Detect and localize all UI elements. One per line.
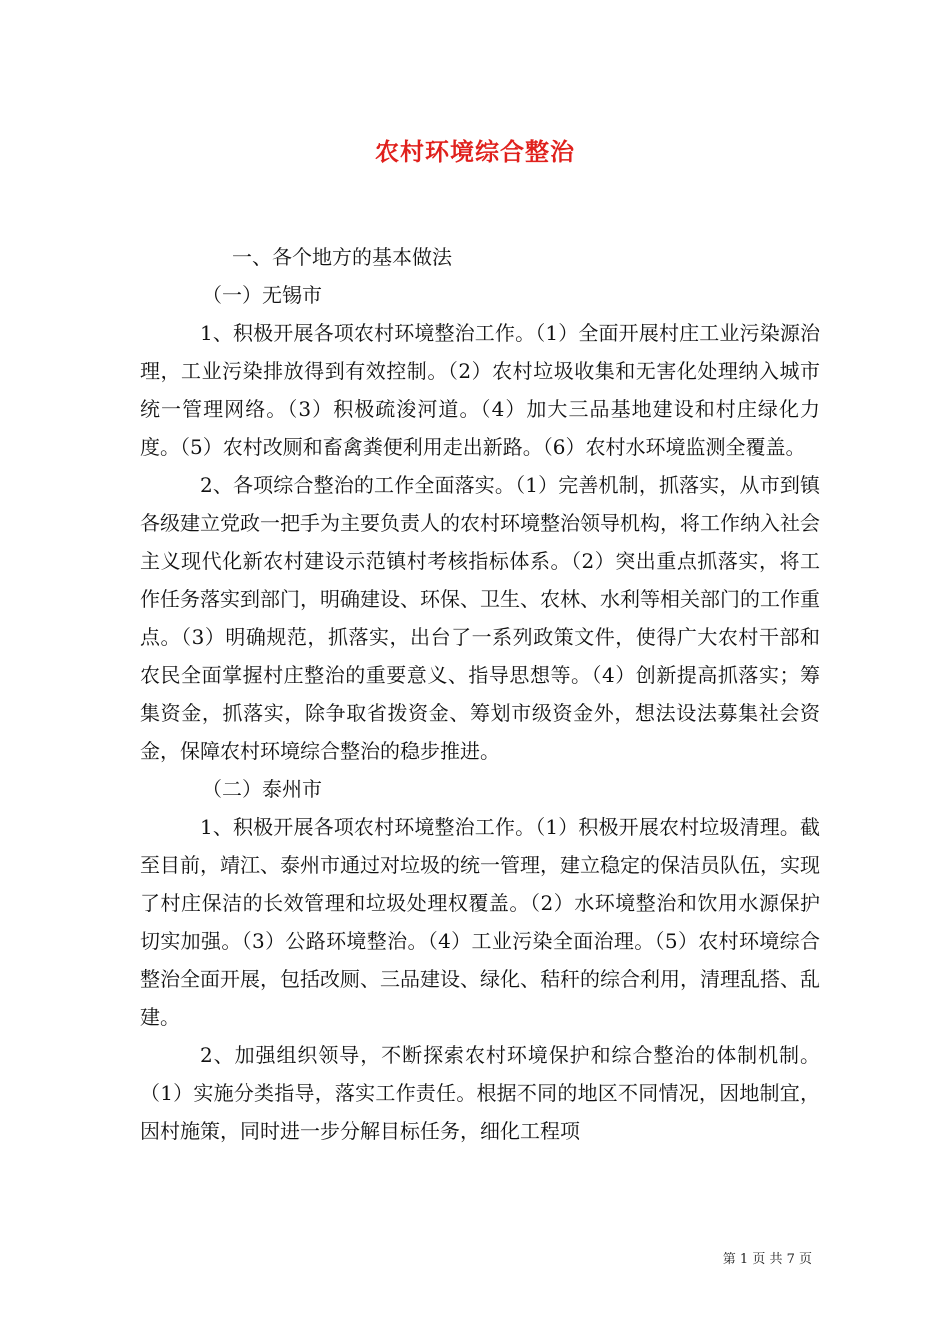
section-1-paragraph-1: 1、积极开展各项农村环境整治工作。（1）全面开展村庄工业污染源治理，工业污染排放得到有效控制。（2）农村垃圾收集和无害化处理纳入城市统一管理网络。（3）积极疏浚河道。（4）加大三品基地建设和村庄绿化力度。（5）农村改厕和畜禽粪便利用走出新路。（6）农村水环境监测全覆盖。 bbox=[140, 321, 820, 459]
section-2-paragraph-2: 2、加强组织领导，不断探索农村环境保护和综合整治的体制机制。（1）实施分类指导，落实工作责任。根据不同的地区不同情况，因地制宜，因村施策，同时进一步分解目标任务，细化工程项 bbox=[140, 1043, 820, 1143]
section-2-paragraph-1: 1、积极开展各项农村环境整治工作。（1）积极开展农村垃圾清理。截至目前，靖江、泰州市通过对垃圾的统一管理，建立稳定的保洁员队伍，实现了村庄保洁的长效管理和垃圾处理权覆盖。（2）水环境整治和饮用水源保护切实加强。（3）公路环境整治。（4）工业污染全面治理。（5）农村环境综合整治全面开展，包括改厕、三品建设、绿化、秸秆的综合利用，清理乱搭、乱建。 bbox=[140, 815, 820, 1029]
section-2-title: （二）泰州市 bbox=[202, 777, 322, 801]
document-body bbox=[140, 238, 820, 1150]
heading-1: 一、各个地方的基本做法 bbox=[232, 245, 452, 269]
document-title: 农村环境综合整治 bbox=[375, 137, 575, 166]
section-1-paragraph-2: 2、各项综合整治的工作全面落实。（1）完善机制，抓落实，从市到镇各级建立党政一把手为主要负责人的农村环境整治领导机构，将工作纳入社会主义现代化新农村建设示范镇村考核指标体系。（2）突出重点抓落实，将工作任务落实到部门，明确建设、环保、卫生、农林、水利等相关部门的工作重点。（3）明确规范，抓落实，出台了一系列政策文件，使得广大农村干部和农民全面掌握村庄整治的重要意义、指导思想等。（4）创新提高抓落实；筹集资金，抓落实，除争取省拨资金、筹划市级资金外，想法设法募集社会资金，保障农村环境综合整治的稳步推进。 bbox=[140, 473, 820, 763]
page-number-footer: 第 1 页 共 7 页 bbox=[722, 1252, 812, 1267]
section-1-title: （一）无锡市 bbox=[202, 283, 322, 307]
